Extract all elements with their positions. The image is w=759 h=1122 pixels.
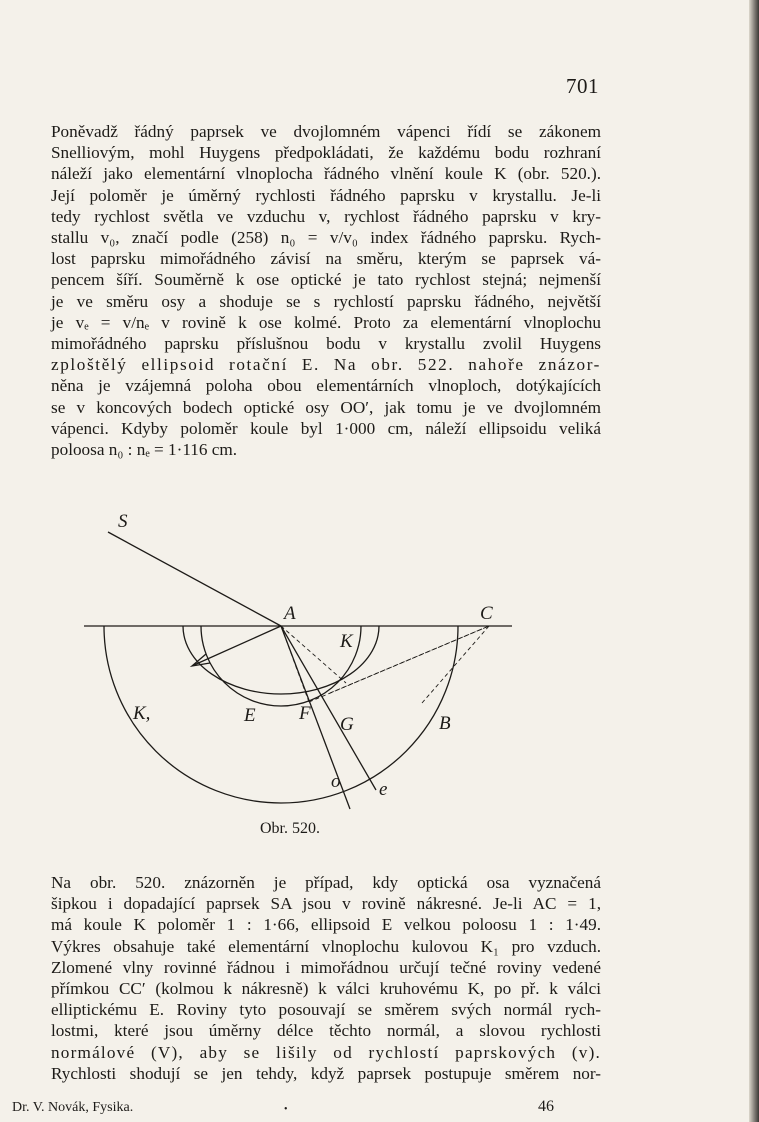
- text-line: má koule K poloměr 1 : 1·66, ellipsoid E velkou poloosu 1 : 1·49.: [51, 915, 601, 935]
- label-k: K: [340, 631, 353, 652]
- text-line: pencem šíří. Souměrně k ose optické je tato rychlost stejná; nejmenší: [51, 270, 601, 290]
- footer-dot: •: [284, 1104, 288, 1115]
- normal-dash-k: [281, 626, 346, 683]
- text-line: lost paprsku mimořádného závisí na směru, kterým se paprsek vá-: [51, 249, 601, 269]
- page-number: 701: [566, 74, 599, 98]
- text-line: Zlomené vlny rovinné řádnou i mimořádnou určují tečné roviny vedené: [51, 957, 601, 977]
- text-line: Výkres obsahuje také elementární vlnoplochu kulovou K₁ pro vzduch.: [51, 936, 601, 956]
- footer-signature: 46: [538, 1098, 554, 1115]
- text-line: je ve směru osy a shoduje se s rychlostí paprsku řádného, největší: [51, 291, 601, 311]
- footer-author: Dr. V. Novák, Fysika.: [12, 1100, 134, 1115]
- tangent-dash-b: [422, 626, 489, 703]
- label-k1: K,: [133, 703, 151, 724]
- huygens-construction-diagram: [84, 505, 524, 835]
- extraordinary-ray: [281, 626, 376, 790]
- text-line: stallu v₀, značí podle (258) n₀ = v/v₀ index řádného paprsku. Rych-: [51, 228, 601, 248]
- paragraph-huygens-principle: [5, 121, 601, 460]
- label-o: o: [331, 771, 341, 792]
- text-line: tedy rychlost světla ve vzduchu v, rychlost řádného paprsku v kry-: [51, 206, 601, 226]
- label-g: G: [340, 714, 354, 735]
- text-line: zploštělý ellipsoid rotační E. Na obr. 522. nahoře znázor-: [51, 355, 601, 375]
- text-line: vápenci. Kdyby poloměr koule byl 1·000 cm, náleží ellipsoidu veliká: [51, 418, 601, 438]
- text-line: Na obr. 520. znázorněn je případ, kdy optická osa vyznačená: [51, 873, 601, 892]
- label-a: A: [284, 603, 296, 624]
- text-line: elliptickému E. Roviny tyto posouvají se směrem svých normál rych-: [51, 1000, 601, 1020]
- text-line: přímkou CC′ (kolmou k nákresně) k válci kruhovému K, po př. k válci: [51, 979, 601, 999]
- text-line: Snelliovým, mohl Huygens předpokládati, že každému bodu rozhraní: [51, 143, 601, 163]
- bleed-through-text: [60, 96, 580, 118]
- label-e: E: [244, 705, 256, 726]
- label-b: B: [439, 713, 451, 734]
- label-s: S: [118, 511, 128, 532]
- text-line: normálové (V), aby se lišily od rychlostí paprskových (v).: [51, 1042, 601, 1062]
- label-f: F: [299, 703, 311, 724]
- text-line: Její poloměr je úměrný rychlosti řádného paprsku v krystallu. Je-li: [51, 185, 601, 205]
- text-line: mimořádného paprsku příslušnou bodu v krystallu zvolil Huygens: [51, 334, 601, 354]
- book-binding-edge: [749, 0, 759, 1122]
- text-line: Rychlosti shodují se jen tehdy, když paprsek postupuje směrem nor-: [51, 1063, 601, 1083]
- text-line: něna je vzájemná poloha obou elementárních vlnoploch, dotýkajících: [51, 376, 601, 396]
- figure-caption: Obr. 520.: [260, 820, 320, 837]
- text-line: náleží jako elementární vlnoplocha řádného vlnění koule K (obr. 520.).: [51, 164, 601, 184]
- text-line: je vₑ = v/nₑ v rovině k ose kolmé. Proto za elementární vlnoplochu: [51, 312, 601, 332]
- text-line: Poněvadž řádný paprsek ve dvojlomném vápenci řídí se zákonem: [51, 122, 601, 141]
- text-line: šipkou i dopadající paprsek SA jsou v rovině nákresné. Je-li AC = 1,: [51, 894, 601, 914]
- paragraph-figure-explanation: [5, 872, 601, 1084]
- text-line: lostmi, které jsou úměrny délce těchto normál, a slovou rychlosti: [51, 1021, 601, 1041]
- figure-520: [84, 505, 524, 835]
- optic-axis-arrow: [194, 626, 281, 665]
- sphere-k1-arc: [104, 626, 458, 803]
- text-line: poloosa n₀ : nₑ = 1·116 cm.: [51, 440, 238, 460]
- text-line: se v koncových bodech optické osy OO′, jak tomu je ve dvojlomném: [51, 397, 601, 417]
- incident-ray-sa: [108, 532, 281, 626]
- label-c: C: [480, 603, 493, 624]
- label-e-ray: e: [379, 779, 388, 800]
